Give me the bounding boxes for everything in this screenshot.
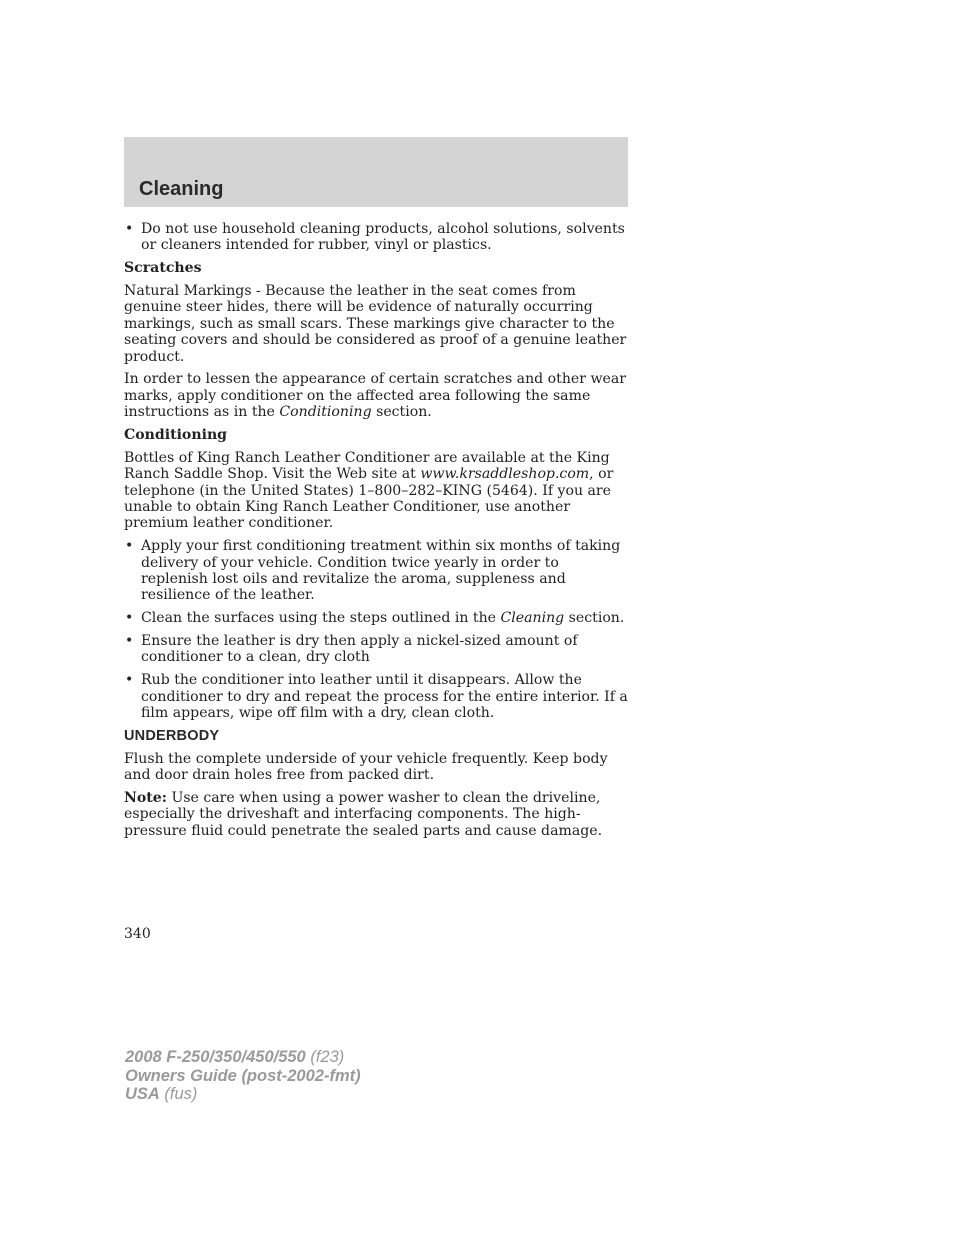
list-item	[124, 610, 628, 626]
note-text: Use care when using a power washer to clean the driveline, especially the driveshaft and interfacing components. The high-pressure fluid could penetrate the sealed parts and cause damage.	[124, 789, 603, 839]
footer-line-1	[125, 1048, 361, 1067]
footer-market: USA	[125, 1085, 160, 1103]
underbody-heading: UNDERBODY	[124, 727, 220, 744]
conditioning-heading: Conditioning	[124, 427, 228, 444]
conditioning-bullet-list	[124, 538, 628, 721]
page-number: 340	[124, 926, 151, 942]
scratches-heading: Scratches	[124, 260, 202, 277]
text-run: Bottles of King Ranch Leather Conditioner are available at the King Ranch Saddle Shop. Visit the Web site at	[124, 449, 610, 483]
list-item: • Rub the conditioner into leather until it disappears. Allow the conditioner to dry and repeat the process for the entire interior. If a film appears, wipe off film with a dry, clean cloth.	[124, 672, 628, 721]
note-label: Note:	[124, 789, 167, 806]
conditioning-paragraph	[124, 450, 628, 532]
footer-line-2	[125, 1067, 361, 1086]
website-reference: www.krsaddleshop.com	[420, 466, 590, 483]
scratches-paragraph-1: Natural Markings - Because the leather in the seat comes from genuine steer hides, there will be evidence of naturally occurring markings, such as small scars. These markings give character to the seating covers and should be considered as proof of a genuine leather product.	[124, 283, 627, 365]
text-run: section.	[371, 404, 432, 421]
list-item: • Do not use household cleaning products, alcohol solutions, solvents or cleaners intended for rubber, vinyl or plastics.	[124, 221, 628, 254]
section-header-band	[124, 137, 628, 207]
scratches-paragraph-2	[124, 371, 628, 420]
section-title: Cleaning	[139, 178, 224, 200]
footer-guide: Owners Guide (post-2002-fmt)	[125, 1066, 361, 1085]
underbody-paragraph: Flush the complete underside of your vehicle frequently. Keep body and door drain holes free from packed dirt.	[124, 750, 608, 784]
text-run: Clean the surfaces using the steps outlined in the	[141, 610, 501, 627]
text-run: section.	[564, 610, 625, 627]
footer-market-code: (fus)	[159, 1085, 198, 1103]
text-run: In order to lessen the appearance of certain scratches and other wear marks, apply conditioner on the affected area following the same instructions as in the	[124, 371, 626, 421]
underbody-note	[124, 790, 628, 839]
page-content	[124, 221, 628, 845]
document-footer	[125, 1048, 361, 1104]
section-reference: Cleaning	[500, 610, 565, 627]
text-run: , or telephone (in the United States) 1–800–282–KING (5464). If you are unable to obtain King Ranch Leather Conditioner, use another premium leather conditioner.	[124, 466, 614, 532]
intro-bullet-list	[124, 221, 628, 254]
footer-line-3	[125, 1085, 361, 1104]
list-item: • Apply your first conditioning treatment within six months of taking delivery of your vehicle. Condition twice yearly in order to replenish lost oils and revitalize the aroma, suppleness and resilience of the leather.	[124, 538, 628, 604]
list-item: • Ensure the leather is dry then apply a nickel-sized amount of conditioner to a clean, dry cloth	[124, 633, 628, 666]
footer-model-code: (f23)	[305, 1048, 345, 1066]
footer-model: 2008 F-250/350/450/550	[125, 1048, 306, 1066]
section-reference: Conditioning	[279, 404, 372, 421]
